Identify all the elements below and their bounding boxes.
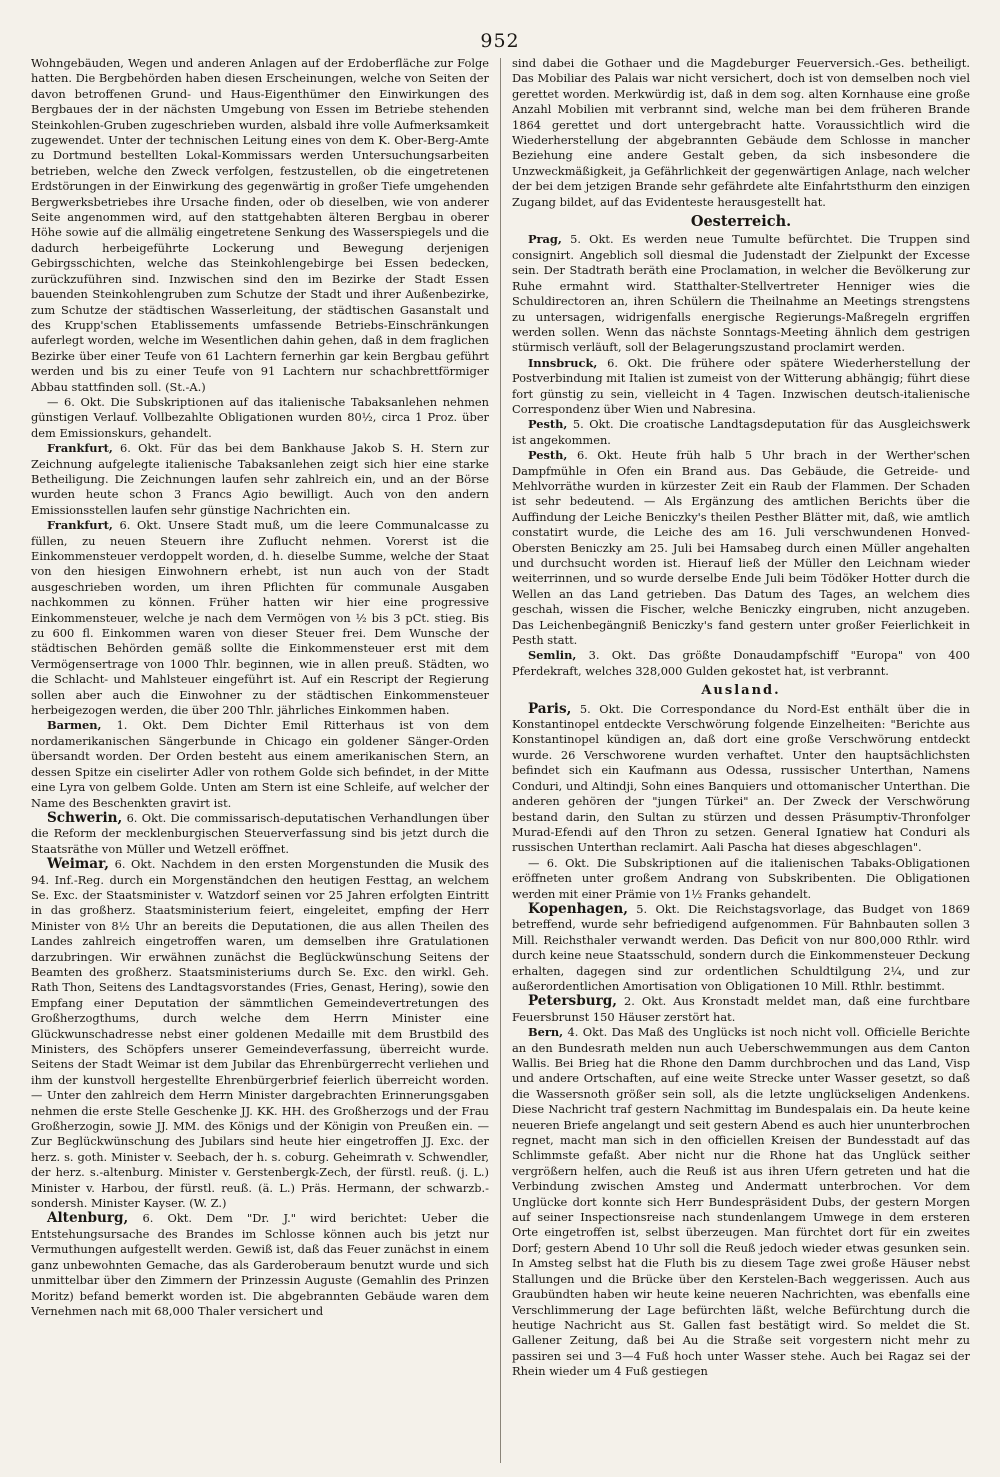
- dateline-prague: Prag,: [527, 232, 562, 247]
- dateline-petersburg: Petersburg,: [527, 993, 617, 1010]
- article-bern: [512, 1025, 970, 1379]
- dateline-pesth: Pesth,: [527, 417, 568, 432]
- article-schwerin: [31, 811, 489, 857]
- dateline-altenburg: Altenburg,: [46, 1210, 129, 1227]
- dateline-pesth-2: Pesth,: [527, 448, 568, 463]
- article-paris: [512, 702, 970, 856]
- article-barmen: [31, 718, 489, 810]
- article-altenburg-continued: sind dabei die Gothaer und die Magdeburger Feuerversich.-Ges. betheiligt. Das Mobiliar des Palais war nicht versichert, doch ist von demselben noch viel gerettet worden. Merkwürdig ist, daß in dem sog. alten Kornhause eine große Anzahl Mobilien mit verbrannt sind, welche man bei dem früheren Brande 1864 gerettet und dort untergebracht hatte. Voraussichtlich wird die Wiederherstellung der abgebrannten Gebäude dem Schlosse in mancher Beziehung eine andere Gestalt geben, da sich insbesondere die Unzweckmäßigkeit, ja Gefährlichkeit der gegenwärtigen Anlage, nach welcher der bei dem jetzigen Brande sehr gefährdete alte Einfahrtsthurm den einzigen Zugang bildet, auf das Evidenteste herausgestellt hat.: [512, 56, 970, 209]
- article-prague: [512, 232, 970, 355]
- article-text: 5. Okt. Die Correspondance du Nord-Est enthält über die in Konstantinopel entdeckte Verschwörung folgende Einzelheiten: "Berichte aus Konstantinopel kündigen an, daß dort eine große Verschwörung entdeckt wurde. 26 Verschworene wurden verhaftet. Unter den hauptsächlichsten befindet sich ein Kaufmann aus Odessa, russischer Unterthan, Namens Conduri, und Altindji, Sohn eines Banquiers und ottomanischer Unterthan. Die anderen gehören der "jungen Türkei" an. Der Zweck der Verschwörung bestand darin, den Sultan zu stürzen und dessen Präsumptiv-Thronfolger Murad-Efendi auf den Thron zu setzen. General Ignatiew hat Conduri als russischen Unterthan reclamirt. Aali Pascha hat dieses abgeschlagen".: [512, 701, 970, 855]
- article-pesth-1: [512, 417, 970, 448]
- dateline-weimar: Weimar,: [46, 856, 110, 873]
- dateline-paris: Paris,: [527, 700, 572, 717]
- column-divider: [500, 58, 501, 1463]
- article-text: 6. Okt. Die commissarisch-deputatischen Verhandlungen über die Reform der mecklenburgischen Steuerverfassung sind bis jetzt durch die Staatsräthe von Müller und Wetzell eröffnet.: [31, 810, 489, 856]
- dateline-schwerin: Schwerin,: [46, 809, 123, 826]
- article-frankfurt-loan: [31, 441, 489, 518]
- dateline-bern: Bern,: [527, 1025, 564, 1040]
- article-text: 6. Okt. Die frühere oder spätere Wiederherstellung der Postverbindung mit Italien ist zumeist von der Witterung abhängig; führt diese fort günstig zu sein, vielleicht in 4 Tagen. Inzwischen deutsch-italienische Correspondenz über Wien und Nabresina.: [512, 355, 970, 416]
- dateline-innsbruck: Innsbruck,: [527, 355, 598, 370]
- article-semlin: [512, 648, 970, 679]
- article-text: 4. Okt. Das Maß des Unglücks ist noch nicht voll. Officielle Berichte an den Bundesrath melden nun auch Ueberschwemmungen aus dem Canton Wallis. Bei Brieg hat die Rhone den Damm durchbrochen und das Land, Visp und andere Ortschaften, auf eine weite Strecke unter Wasser gesetzt, so daß die Wassersnoth größer sein soll, als die letzte unglückseligen Andenkens. Diese Nachricht traf gestern Nachmittag im Bundespalais ein. Da heute keine neueren Briefe angelangt und seit gestern Abend es auch hier ununterbrochen regnet, macht man sich in den officiellen Kreisen der Bundesstadt auf das Schlimmste gefaßt. Aber nicht nur die Rhone hat das Unglück seither vergrößern helfen, auch die Reuß ist aus ihren Ufern getreten und hat die Verbindung zwischen Amsteg und Andermatt unterbrochen. Vor dem Unglücke dort konnte sich Herr Bundespräsident Dubs, der gestern Morgen auf seiner Inspectionsreise nach stundenlangem Umwege in dem ersteren Orte eingetroffen ist, selbst überzeugen. Man fürchtet dort für ein zweites Dorf; gestern Abend 10 Uhr soll die Reuß jedoch wieder etwas gesunken sein. In Amsteg selbst hat die Fluth bis zu diesem Tage zwei große Häuser nebst Stallungen und die Brücke über den Kerstelen-Bach weggerissen. Auch aus Graubündten haben wir heute keine neueren Nachrichten, was ebenfalls eine Verschlimmerung der Lage befürchten läßt, welche Befürchtung durch die heutige Nachricht aus St. Gallen fast bestätigt wird. So meldet die St. Gallener Zeitung, daß bei Au die Straße seit vorgestern nicht mehr zu passiren sei und 3—4 Fuß hoch unter Wasser stehe. Auch bei Ragaz sei der Rhein wieder um 4 Fuß gestiegen: [512, 1025, 970, 1379]
- article-text: 6. Okt. Heute früh halb 5 Uhr brach in der Werther'schen Dampfmühle in Ofen ein Brand aus. Das Gebäude, die Getreide- und Mehlvorräthe wurden in kürzester Zeit ein Raub der Flammen. Der Schaden ist sehr bedeutend. — Als Ergänzung des amtlichen Berichts über die Auffindung der Leiche Beniczky's theilen Pesther Blätter mit, daß, wie amtlich constatirt wurde, die Leiche des am 16. Juli verschwundenen Honved-Obersten Beniczky am 25. Juli bei Hamsabeg durch einen Müller angehalten und durchsucht worden ist. Hierauf ließ der Müller den Leichnam wieder weiterrinnen, und so wurde derselbe Ende Juli beim Tödöker Hotter durch die Wellen an das Land getrieben. Das Datum des Tages, an welchem dies geschah, wissen die Fischer, welche Beniczky eingruben, nicht anzugeben. Das Leichenbegängniß Beniczky's fand gestern unter großer Feierlichkeit in Pesth statt.: [512, 448, 970, 648]
- article-text: 1. Okt. Dem Dichter Emil Ritterhaus ist von dem nordamerikanischen Sängerbunde in Chicago ein goldener Sänger-Orden übersandt worden. Der Orden besteht aus einem amerikanischen Stern, an dessen Spitze ein ciselirter Adler von rothem Golde sich befindet, in der Mitte eine Lyra von gelbem Golde. Unten am Stern ist eine Schleife, auf welcher der Name des Beschenkten gravirt ist.: [31, 718, 489, 810]
- article-text: 6. Okt. Für das bei dem Bankhause Jakob S. H. Stern zur Zeichnung aufgelegte italienische Tabaksanlehen zeigt sich hier eine starke Betheiligung. Die Zeichnungen laufen sehr zahlreich ein, und an der Börse wurden heute schon 3 Francs Agio bewilligt. Auch von den andern Emissionsstellen laufen sehr günstige Nachrichten ein.: [31, 441, 489, 517]
- article-altenburg: [31, 1211, 489, 1319]
- dateline-frankfurt-2: Frankfurt,: [46, 518, 113, 533]
- article-copenhagen: [512, 902, 970, 994]
- article-tobacco-loan: — 6. Okt. Die Subskriptionen auf das italienische Tabaksanlehen nehmen günstigen Verlauf. Vollbezahlte Obligationen wurden 80½, circa 1 Proz. über dem Emissionskurs, gehandelt.: [31, 394, 489, 440]
- dateline-semlin: Semlin,: [527, 648, 577, 663]
- article-text: 6. Okt. Nachdem in den ersten Morgenstunden die Musik des 94. Inf.-Reg. durch ein Morgenständchen den heutigen Festtag, an welchem Se. Exc. der Staatsminister v. Watzdorf seinen vor 25 Jahren erfolgten Eintritt in das großherz. Staatsministerium feiert, eingeleitet, empfing der Herr Minister von 8½ Uhr an bereits die Deputationen, die aus allen Theilen des Landes zahlreich eingetroffen waren, um demselben ihre Gratulationen darzubringen. Wir erwähnen zunächst die Beglückwünschung Seitens der Beamten des großherz. Staatsministeriums durch Se. Exc. den wirkl. Geh. Rath Thon, Seitens des Landtagsvorstandes (Fries, Genast, Hering), sowie den Empfang einer Deputation der sämmtlichen Gemeindevertretungen des Großherzogthums, durch welche dem Herrn Minister eine Glückwunschadresse nebst einer goldenen Medaille mit dem Brustbild des Ministers, des Schöpfers unserer Gemeindeverfassung, überreicht wurde. Seitens der Stadt Weimar ist dem Jubilar das Ehrenbürgerrecht verliehen und ihm der kunstvoll hergestellte Ehrenbürgerbrief feierlich überreicht worden. — Unter den zahlreich dem Herrn Minister dargebrachten Erinnerungsgaben nehmen die erste Stelle Geschenke JJ. KK. HH. des Großherzogs und der Frau Großherzogin, sowie JJ. MM. des Königs und der Königin von Preußen ein. — Zur Beglückwünschung des Jubilars sind heute hier eingetroffen JJ. Exc. der herz. s. goth. Minister v. Seebach, der h. s. coburg. Geheimrath v. Schwendler, der herz. s.-altenburg. Minister v. Gerstenbergk-Zech, der fürstl. reuß. (j. L.) Minister v. Harbou, der fürstl. reuß. (ä. L.) Präs. Hermann, der schwarzb.-sondersh. Minister Kayser. (W. Z.): [31, 857, 489, 1211]
- section-heading-abroad: Ausland.: [701, 683, 781, 699]
- article-text: 5. Okt. Die croatische Landtagsdeputation für das Ausgleichswerk ist angekommen.: [512, 417, 970, 447]
- article-frankfurt-tax: [31, 518, 489, 718]
- article-essen-mining: Wohngebäuden, Wegen und anderen Anlagen auf der Erdoberfläche zur Folge hatten. Die Bergbehörden haben diesen Erscheinungen, welche von Seiten der davon betroffenen Grund- und Haus-Eigenthümer den Einwirkungen des Bergbaues der in der nächsten Umgebung von Essen im Betriebe stehenden Steinkohlen-Gruben zugeschrieben wurden, alsbald ihre volle Aufmerksamkeit zugewendet. Unter der technischen Leitung eines von dem K. Ober-Berg-Amte zu Dortmund bestellten Lokal-Kommissars werden Untersuchungsarbeiten betrieben, welche den Zweck verfolgen, festzustellen, ob die eingetretenen Erdstörungen in der Einwirkung des gegenwärtig in großer Tiefe umgehenden Bergwerksbetriebes ihre Ursache finden, oder ob dieselben, wie von anderer Seite angenommen wird, auf den stattgehabten älteren Bergbau in oberer Höhe sowie auf die allmälig eingetretene Senkung des Wasserspiegels und die dadurch herbeigeführte Lockerung und Bewegung derjenigen Gebirgsschichten, welche das Steinkohlengebirge bei Essen bedecken, zurückzuführen sind. Inzwischen sind den im Bezirke der Stadt Essen bauenden Steinkohlengruben zum Schutze der Stadt und ihrer Außenbezirke, zum Schutze der städtischen Wasserleitung, der städtischen Gasanstalt und des Krupp'schen Etablissements umfassende Betriebs-Einschränkungen auferlegt worden, welche im Wesentlichen dahin gehen, daß in dem fraglichen Bezirke über einer Teufe von 61 Lachtern fernerhin gar kein Bergbau geführt werden und bis zu einer Teufe von 91 Lachtern nur schachbrettförmiger Abbau stattfinden soll. (St.-A.): [31, 56, 489, 394]
- left-column: [31, 56, 489, 1468]
- article-text: 6. Okt. Unsere Stadt muß, um die leere Communalcasse zu füllen, zu neuen Steuern ihre Zuflucht nehmen. Vorerst ist die Einkommensteuer verdoppelt worden, d. h. dieselbe Summe, welche der Staat von den hiesigen Einwohnern erhebt, ist nun auch von der Stadt ausgeschrieben worden, um ihren Pflichten für communale Ausgaben nachkommen zu können. Früher hatten wir hier eine progressive Einkommensteuer, welche je nach dem Vermögen von ½ bis 3 pCt. stieg. Bis zu 600 fl. Einkommen waren von dieser Steuer frei. Dem Wunsche der städtischen Behörden gemäß sollte die Einkommensteuer erst mit dem Vermögensertrage von 1000 Thlr. beginnen, wie in allen preuß. Städten, wo die Schlacht- und Mahlsteuer eingeführt ist. Auf ein Rescript der Regierung sollen aber auch die Einwohner zu der städtischen Einkommensteuer herbeigezogen werden, die über 200 Thlr. jährliches Einkommen haben.: [31, 518, 489, 718]
- article-text: 6. Okt. Dem "Dr. J." wird berichtet: Ueber die Entstehungsursache des Brandes im Schlosse können auch bis jetzt nur Vermuthungen aufgestellt werden. Gewiß ist, daß das Feuer zunächst in einem ganz unbewohnten Gemache, das als Garderoberaum benutzt wurde und sich unmittelbar über den Zimmern der Prinzessin Auguste (Gemahlin des Prinzen Moritz) befand bemerkt worden ist. Die abgebrannten Gebäude waren dem Vernehmen nach mit 68,000 Thaler versichert und: [31, 1211, 489, 1318]
- article-innsbruck: [512, 356, 970, 418]
- article-text: 5. Okt. Es werden neue Tumulte befürchtet. Die Truppen sind consignirt. Angeblich soll diesmal die Judenstadt der Zielpunkt der Excesse sein. Der Stadtrath beräth eine Proclamation, in welcher die Bevölkerung zur Ruhe ermahnt wird. Statthalter-Stellvertreter Henniger wies die Schuldirectoren an, ihren Schülern die Theilnahme an Meetings strengstens zu untersagen, widrigenfalls energische Regierungs-Maßregeln ergriffen werden sollen. Wenn das nächste Sonntags-Meeting ähnlich dem gestrigen stürmisch verläuft, soll der Belagerungszustand proclamirt werden.: [512, 232, 970, 355]
- page-number: 952: [480, 30, 520, 52]
- section-heading-austria: Oesterreich.: [690, 213, 792, 231]
- article-petersburg: [512, 994, 970, 1025]
- article-paris-2: — 6. Okt. Die Subskriptionen auf die italienischen Tabaks-Obligationen eröffneten unter großem Andrang von Subskribenten. Die Obligationen werden mit einer Prämie von 1½ Franks gehandelt.: [512, 855, 970, 901]
- article-weimar: [31, 857, 489, 1211]
- article-text: 5. Okt. Die Reichstagsvorlage, das Budget von 1869 betreffend, wurde sehr befriedigend aufgenommen. Für Bahnbauten sollen 3 Mill. Reichsthaler verwandt werden. Das Deficit von nur 800,000 Rthlr. wird durch keine neue Staatsschuld, sondern durch die Einkommensteuer Deckung erhalten, dagegen sind zur ordentlichen Schuldtilgung 2¼, und zur außerordentlichen Amortisation von Obligationen 10 Mill. Rthlr. bestimmt.: [512, 901, 970, 993]
- article-pesth-2: [512, 448, 970, 648]
- article-text: 2. Okt. Aus Kronstadt meldet man, daß eine furchtbare Feuersbrunst 150 Häuser zerstört hat.: [512, 994, 970, 1024]
- right-column: [512, 56, 970, 1468]
- dateline-frankfurt: Frankfurt,: [46, 441, 113, 456]
- article-text: 3. Okt. Das größte Donaudampfschiff "Europa" von 400 Pferdekraft, welches 328,000 Gulden gekostet hat, ist verbrannt.: [512, 648, 970, 678]
- dateline-copenhagen: Kopenhagen,: [527, 900, 629, 917]
- dateline-barmen: Barmen,: [46, 718, 102, 733]
